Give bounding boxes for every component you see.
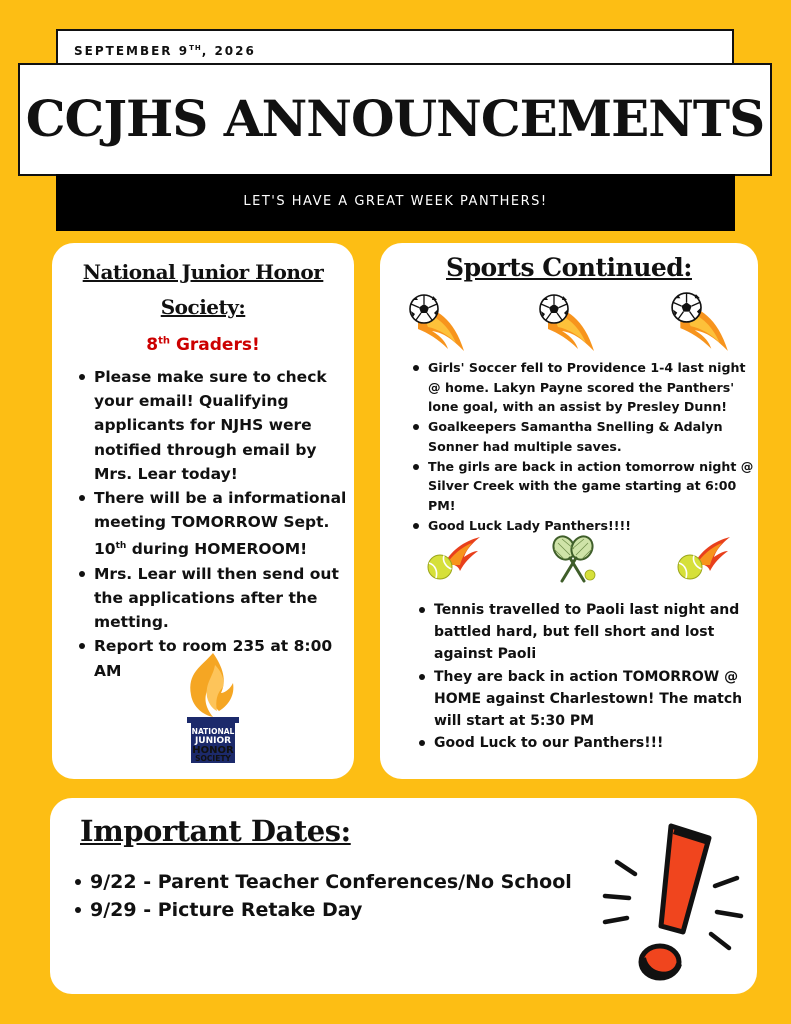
tagline-banner bbox=[56, 174, 735, 231]
list-item: Girls' Soccer fell to Providence 1-4 last night @ home. Lakyn Payne scored the Panthers' lone goal, with an assist by Presley Dunn! bbox=[410, 358, 756, 417]
list-item-text: during HOMEROOM! bbox=[126, 540, 308, 559]
issue-date bbox=[74, 44, 256, 58]
njhs-list bbox=[76, 365, 348, 683]
tagline: LET'S HAVE A GREAT WEEK PANTHERS! bbox=[243, 194, 548, 209]
list-item: They are back in action TOMORROW @ HOME against Charlestown! The match will start at 5:30 PM bbox=[416, 666, 750, 733]
njhs-subheading-rest: Graders! bbox=[170, 335, 260, 355]
flaming-soccer-ball-icon bbox=[538, 293, 598, 355]
njhs-subheading-grade: 8 bbox=[146, 335, 159, 355]
issue-date-suffix: TH bbox=[189, 44, 202, 52]
flaming-soccer-ball-icon bbox=[670, 291, 732, 355]
njhs-subheading-suffix: th bbox=[158, 335, 171, 347]
njhs-subheading bbox=[52, 335, 354, 355]
list-item: Good Luck to our Panthers!!! bbox=[416, 732, 750, 754]
exclamation-mark-icon bbox=[575, 808, 755, 986]
njhs-logo-line3: HONOR bbox=[192, 745, 234, 756]
important-dates-card bbox=[50, 798, 757, 994]
njhs-logo bbox=[185, 651, 241, 767]
sports-heading: Sports Continued: bbox=[446, 253, 692, 282]
njhs-heading: National Junior Honor Society: bbox=[82, 260, 324, 319]
njhs-logo-line2: JUNIOR bbox=[194, 736, 232, 746]
crossed-tennis-rackets-icon bbox=[550, 535, 598, 587]
tennis-list bbox=[416, 599, 750, 754]
page-title: CCJHS ANNOUNCEMENTS bbox=[25, 89, 765, 148]
njhs-logo-line1: NATIONAL bbox=[191, 727, 235, 736]
list-item-suffix: th bbox=[115, 541, 127, 552]
important-dates-heading: Important Dates: bbox=[80, 814, 351, 848]
list-item: Tennis travelled to Paoli last night and battled hard, but fell short and lost against Paoli bbox=[416, 599, 750, 666]
list-item: 9/29 - Picture Retake Day bbox=[72, 896, 592, 924]
flaming-soccer-ball-icon bbox=[408, 293, 468, 355]
issue-date-year: , 2026 bbox=[201, 44, 256, 58]
list-item bbox=[76, 486, 348, 562]
list-item: 9/22 - Parent Teacher Conferences/No School bbox=[72, 868, 592, 896]
njhs-card bbox=[52, 243, 354, 779]
flaming-tennis-ball-icon bbox=[674, 535, 732, 581]
sports-card bbox=[380, 243, 758, 779]
list-item: The girls are back in action tomorrow night @ Silver Creek with the game starting at 6:00 PM! bbox=[410, 457, 756, 516]
list-item: Mrs. Lear will then send out the applications after the metting. bbox=[76, 562, 348, 635]
njhs-logo-line4: SOCIETY bbox=[195, 754, 231, 763]
title-banner bbox=[18, 63, 772, 176]
list-item-text: There will be a informational meeting TOMORROW Sept. 10 bbox=[94, 489, 347, 559]
soccer-list bbox=[410, 358, 756, 535]
list-item: Report to room 235 at 8:00 AM bbox=[76, 634, 348, 682]
list-item: Goalkeepers Samantha Snelling & Adalyn Sonner had multiple saves. bbox=[410, 417, 756, 456]
important-dates-list bbox=[72, 868, 592, 924]
list-item: Please make sure to check your email! Qualifying applicants for NJHS were notified through email by Mrs. Lear today! bbox=[76, 365, 348, 486]
flaming-tennis-ball-icon bbox=[424, 535, 482, 581]
issue-date-day: SEPTEMBER 9 bbox=[74, 44, 190, 58]
list-item: Good Luck Lady Panthers!!!! bbox=[410, 516, 756, 536]
